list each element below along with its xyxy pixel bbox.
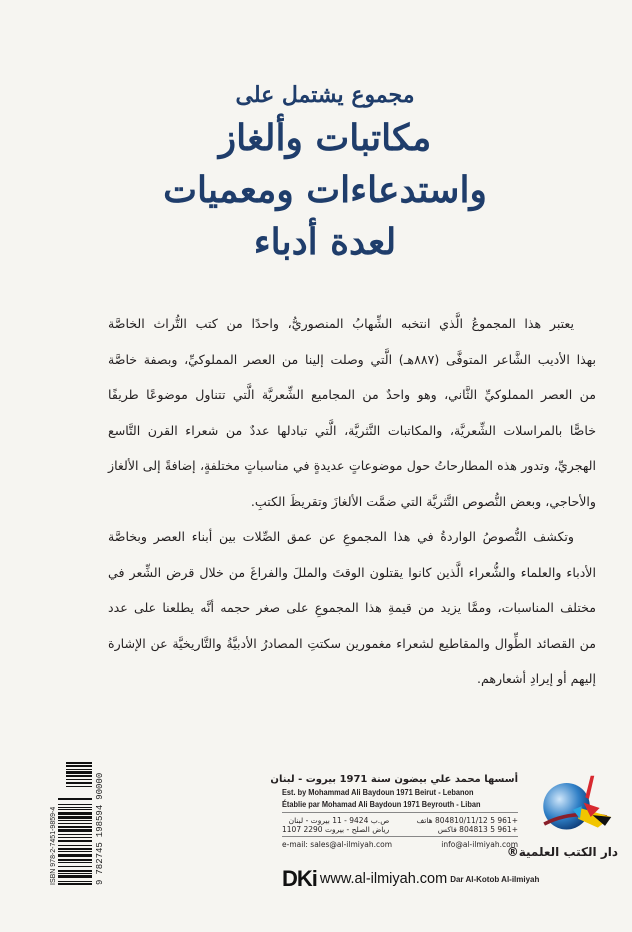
barcode-bar [58,809,92,810]
founded-fr: Établie par Mohamad Ali Baydoun 1971 Beyrouth - Liban [282,799,481,809]
barcode-digit-first: 9 [95,879,105,885]
barcode-bar [58,848,92,850]
publisher-name-ar: دار الكتب العلمية® [506,845,618,859]
dki-logo: DKi [282,866,317,891]
blurb-line: وتكشف النُّصوصُ الواردةُ في هذا المجموعِ عن عمق الصِّلات بين أبناء العصر وبخاصَّة [108,529,574,544]
barcode-digits-group-2: 198594 [95,804,105,838]
info-email: info@al-ilmiyah.com [441,840,518,849]
barcode-bar [58,845,92,846]
barcode-addon: 90000 [95,772,105,800]
barcode-bar [58,859,92,861]
isbn-barcode [49,755,111,885]
blurb-line: الأدباء والعلماء والشُّعراء الَّذين كانوا يقتلون الوقتَ والمللَ والفراغَ من خلال قرض الشِّعر في [108,564,596,580]
publisher-name-en: Dar Al-Kotob Al-ilmiyah [450,874,540,884]
barcode-addon-bars [66,761,92,787]
fax: +961 5 804813 فاكس [437,825,518,834]
barcode-bar [58,804,92,805]
title-line-2: مكاتبات وألغاز [218,117,432,159]
barcode-bar [58,829,92,832]
barcode-digits [94,755,106,885]
barcode-main-bars [58,793,92,885]
website-link[interactable]: www.al-ilmiyah.com [319,871,448,887]
barcode-bar [66,782,92,785]
barcode-digits-group-1: 782745 [95,842,105,875]
blurb-line: بهذا الأديب الشَّاعر المتوفَّى (٨٨٧هـ) الَّتي وصلت إلينا من العصر المملوكيِّ، وبصفة خاصَّة [108,351,596,367]
title-line-4: لعدة أدباء [253,221,397,263]
riad-address: رياض الصلح - بيروت 2290 1107 [282,825,390,834]
barcode-bar [66,786,92,787]
barcode-bar [66,765,92,768]
barcode-bar [58,807,92,808]
barcode-bar [58,870,92,872]
book-title [150,78,500,268]
isbn-text: ISBN 978-2-7451-9859-4 [50,806,57,885]
po-box: ص.ب 9424 - 11 بيروت - لبنان [288,816,390,825]
blurb-line: مختلف المناسبات، وممَّا يزيد من قيمةِ هذا المجموعِ على صغر حجمه أنَّه يطلعنا على عدد [108,600,596,615]
barcode-bar [66,779,92,780]
blurb-line: والأحاجي، وبعض النُّصوص النَّثريَّة التي ضمَّت الألغازَ وتقريظَ الكتبِ. [250,493,596,509]
barcode-bar [66,771,92,774]
blurb-line: من العصر المملوكيِّ الثَّاني، وهو واحدٌ من المجاميع الشِّعريَّة الَّتي تتناول موضوعًا طريفًا [108,387,596,402]
barcode-bar [58,881,92,882]
title-line-3: واستدعاءات ومعميات [163,169,487,211]
founded-en: Est. by Mohammad Ali Baydoun 1971 Beirut - Lebanon [282,787,474,797]
barcode-bar [58,816,92,819]
barcode-bar [58,883,92,885]
phone: +961 5 804810/11/12 هاتف [416,816,518,825]
barcode-bar [58,834,92,835]
barcode-bar [58,862,92,863]
barcode-bar [66,769,92,770]
barcode-bar [58,866,92,867]
blurb [108,306,596,697]
barcode-bar [66,775,92,776]
barcode-bar [58,837,92,838]
blurb-line: خاصًّا بالمراسلات الشِّعريَّة، والمكاتبات النَّثريَّة، الَّتي تبادلها عددٌ من شعراء القرن التَّاسع [108,422,596,438]
barcode-bar [58,875,92,878]
barcode-bar [58,812,92,814]
barcode-bar [58,823,92,824]
barcode-bar [58,798,92,800]
barcode-bars [58,755,92,885]
barcode-bar [66,762,92,763]
barcode-bar [58,854,92,857]
publisher-block [270,774,622,894]
sales-email: e-mail: sales@al-ilmiyah.com [282,840,393,849]
publisher-globe-logo [526,774,616,842]
blurb-paragraph-1 [108,306,596,519]
title-line-1: مجموع يشتمل على [235,82,415,108]
barcode-bar [58,826,92,828]
barcode-bar [58,820,92,821]
founded-ar: أسسها محمد علي بيضون سنة 1971 بيروت - لبنان [270,774,518,785]
blurb-paragraph-2 [108,519,596,697]
barcode-bar [58,851,92,852]
blurb-line: إليهم أو إيرادِ أشعارهم. [476,671,596,686]
barcode-bar [58,840,92,842]
blurb-line: الهجريِّ، وتدور هذه المطارحاتُ حول موضوعاتٍ عديدةٍ في مناسباتٍ مختلفةٍ، إضافةً إلى الألغاز [108,458,596,473]
blurb-line: يعتبر هذا المجموعُ الَّذي انتخبه الشِّهابُ المنصوريُّ، واحدًا من كتب التُّراث الخاصَّة [108,316,574,331]
barcode-bar [58,873,92,874]
blurb-line: من القصائد الطِّوال والمقاطيع لشعراء مغمورين سكتتِ المصادرُ الأدبيَّةُ والتَّاريخيَّة عن الإشارة [108,635,596,651]
